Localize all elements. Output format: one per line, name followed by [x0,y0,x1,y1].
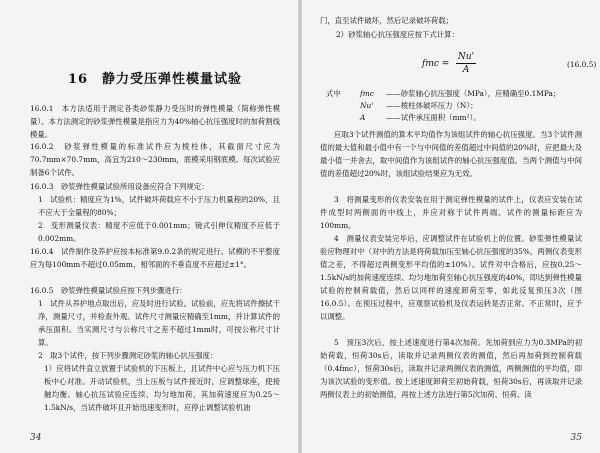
page-number-right: 35 [570,433,582,443]
definition-text: ——棱柱体破坏压力（N）； [386,101,478,110]
symbol-definitions [326,88,586,124]
definition-symbol: A [360,113,366,122]
step-2: 2 取3个试件，按下列步骤测定砂浆的轴心抗压强度： [38,351,218,360]
clause-16-0-4: 16.0.4 试件制作及养护应按本标准第9.0.2条的规定进行。试模的不平整度应为每100mm不超过0.05mm，相邻面的不垂直度不应超过±1°。 [30,247,280,269]
step-2-2: 2）砂浆轴心抗压强度应按下式计算： [336,30,459,39]
definition-text: ——试件承压面积（mm²）。 [386,113,481,122]
formula-lhs: fmc = [422,59,450,69]
formula-16-0-5 [402,52,597,82]
chapter-title: 16 静力受压弹性模量试验 [67,72,243,87]
item-testing-machine: 1 试验机：精度应为1%，试件破坏荷载应不小于压力机量程的20%，且不应大于全量程的80%； [38,195,280,217]
item-deformation-gauge: 2 变形测量仪表：精度不应低于0.001mm；镜式引伸仪精度不应低于0.002mm。 [38,221,280,243]
definition-symbol: fmc [360,89,374,98]
clause-16-0-2: 16.0.2 砂浆弹性模量的标准试件应为棱柱体，其截面尺寸应为70.7mm×70.7mm，高宜为210～230mm，底模采用钢底模。每次试验应制备6个试件。 [30,142,280,177]
page-number-left: 34 [30,433,42,443]
continued-text: 门，直至试件破坏，然后记录破坏荷载； [320,16,454,25]
definition-row [326,100,586,112]
formula-number: (16.0.5) [567,60,597,69]
formula-denominator: A [462,65,470,75]
definition-text: ——砂浆轴心抗压强度（MPa），应精确至0.1MPa； [386,89,561,98]
formula-numerator: Nu' [457,52,475,62]
step-3: 3 将测量变形的仪表安装在用于测定弹性模量的试件上，仪表应安装在试件成型时两侧面的中线上，并应对称于试件两端。试件的测量标距应为100mm。 [320,195,582,230]
formula-fraction [456,52,476,75]
right-page [302,0,600,453]
step-1: 1 试件从养护地点取出后，应及时进行试验。试验前，应先将试件擦拭干净，测量尺寸，并检查外观。试件尺寸测量应精确至1mm，并计算试件的承压面积。当实测尺寸与公称尺寸之差不超过1mm时，可按公称尺寸计算。 [38,299,280,347]
definition-row [326,112,586,124]
definition-symbol: Nu' [360,101,374,110]
definition-label: 式中 [326,89,341,98]
step-4: 4 测量仪表安装完毕后，应调整试件在试验机上的位置。砂浆弹性模量试验应物理对中（对中的方法是将荷载加压至轴心抗压强度的35%，两侧仪表变形值之差，不得超过两侧变形平均值的±10%）。试件对中合格后，应按0.25～1.5kN/s的加荷速度连续、均匀地加荷至轴心抗压强度的40%，即达到弹性模量试验的控制荷载值，然后以同样的速度卸荷至零，如此反复预压3次（图16.0.5）。在预压过程中，应观察试验机及仪表运转是否正常。不正常时，应予以调整。 [320,234,582,321]
clause-16-0-1: 16.0.1 本方法适用于测定各类砂浆静力受压时的弹性模量（简称弹性模量）。本方法测定的砂浆弹性模量是指应力为40%轴心抗压强度时的加荷割线模量。 [30,104,280,139]
averaging-rule: 应取3个试件测值的算术平均值作为该组试件的轴心抗压强度。当3个试件测值的最大值和最小值中有一个与中间值的差值超过中间值的20%时，应把最大及最小值一并舍去，取中间值作为该组试件的轴心抗压强度值。当两个测值与中间值的差值超过20%时，该组试验结果应为无效。 [320,130,582,178]
step-5: 5 预压3次后，按上述速度进行第4次加荷。先加荷到应力为0.3MPa的初始荷载，恒荷30s后，读取并记录两侧仪表的测值，然后再加荷到控制荷载（0.4fmc），恒荷30s后，读取并记录两侧仪表的测值，两侧测值的平均值，即为该次试验的变形值。按上述速度卸荷至初始荷载，恒荷30s后，再读取并记录两侧仪表上的初始测值，再按上述方法进行第5次加荷、恒荷、读 [320,338,582,399]
definition-row [326,88,586,100]
fraction-bar [456,63,476,64]
clause-16-0-3: 16.0.3 砂浆弹性模量试验所用设备应符合下列规定： [30,182,209,191]
left-page [0,0,298,453]
step-2-1: 1）应将试件直立放置于试验机的下压板上，且试件中心应与压力机下压板中心对准。开动试验机，当上压板与试件接近时，应调整球座，使接触均衡。轴心抗压试验应连续、均匀地加荷，其加荷速度应为0.25～1.5kN/s，当试件破坏且开始迅速变形时，应停止调整试验机油 [44,364,280,412]
clause-16-0-5: 16.0.5 砂浆弹性模量试验应按下列步骤进行： [30,286,187,295]
